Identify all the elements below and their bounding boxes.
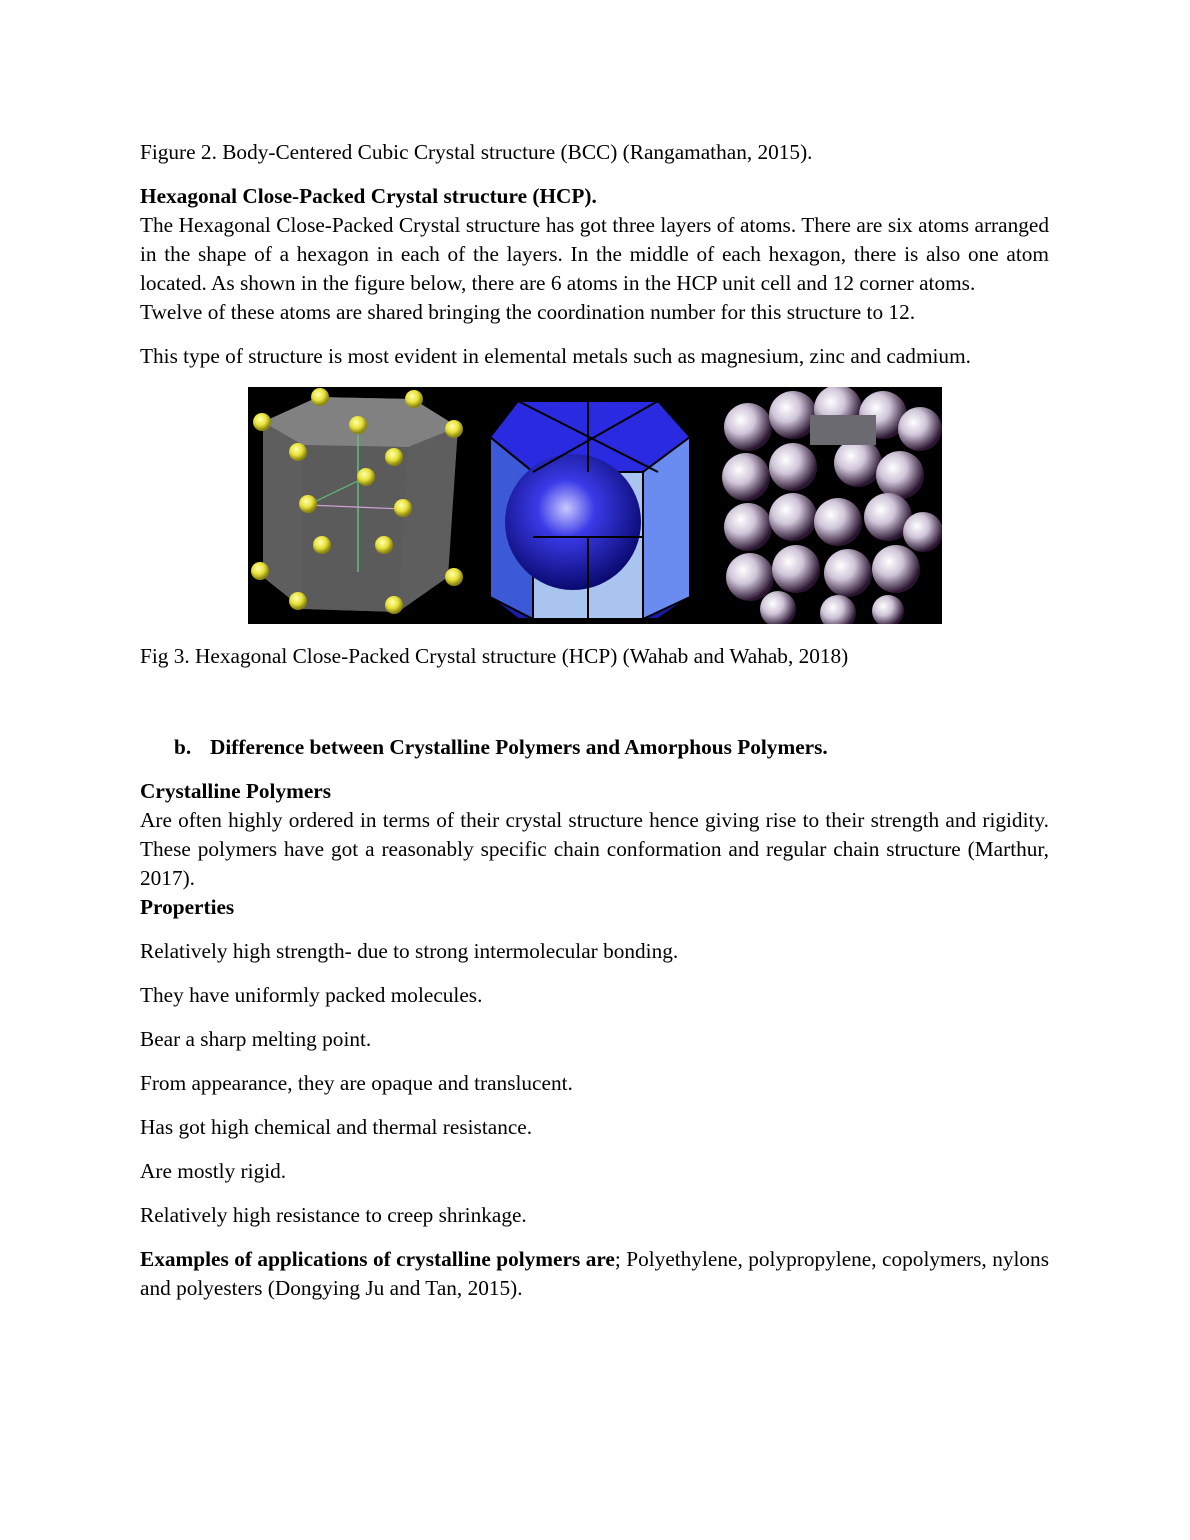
property-item: They have uniformly packed molecules.: [140, 983, 483, 1007]
property-item: Relatively high resistance to creep shrinkage.: [140, 1203, 527, 1227]
figure-3-caption: Fig 3. Hexagonal Close-Packed Crystal structure (HCP) (Wahab and Wahab, 2018): [140, 644, 849, 668]
hcp-figure-image: [248, 387, 942, 624]
examples-lead: Examples of applications of crystalline polymers are: [140, 1247, 615, 1271]
section-b-title: Difference between Crystalline Polymers and Amorphous Polymers.: [210, 735, 828, 759]
section-b-heading: [174, 733, 1049, 762]
hcp-illustration: [248, 387, 942, 624]
property-item: From appearance, they are opaque and translucent.: [140, 1071, 573, 1095]
hcp-paragraph-2: Twelve of these atoms are shared bringing the coordination number for this structure to 12.: [140, 300, 916, 324]
property-item: Bear a sharp melting point.: [140, 1027, 372, 1051]
hcp-paragraph-3: This type of structure is most evident in elemental metals such as magnesium, zinc and cadmium.: [140, 344, 971, 368]
hcp-sphere-packing-panel: [722, 387, 942, 624]
hcp-paragraph-1: The Hexagonal Close-Packed Crystal structure has got three layers of atoms. There are six atoms arranged in the shape of a hexagon in each of the layers. In the middle of each hexagon, there is also one atom located. As shown in the figure below, there are 6 atoms in the HCP unit cell and 12 corner atoms.: [140, 213, 1049, 295]
crystalline-paragraph: Are often highly ordered in terms of their crystal structure hence giving rise to their strength and rigidity. These polymers have got a reasonably specific chain conformation and regular chain structure (Marthur, 2017).: [140, 808, 1049, 890]
properties-heading: Properties: [140, 895, 235, 919]
crystalline-heading: Crystalline Polymers: [140, 779, 332, 803]
document-page: [140, 138, 1049, 1303]
property-item: Are mostly rigid.: [140, 1159, 287, 1183]
property-item: Relatively high strength- due to strong intermolecular bonding.: [140, 939, 679, 963]
examples-paragraph: [140, 1245, 1049, 1303]
property-item: Has got high chemical and thermal resistance.: [140, 1115, 533, 1139]
examples-text: ; Polyethylene, polypropylene, copolymers, nylons and polyesters (Dongying Ju and Tan, 2015).: [140, 1247, 1049, 1300]
hcp-wireframe-panel: [251, 388, 463, 614]
hcp-blue-prism-panel: [490, 401, 690, 619]
hcp-heading: Hexagonal Close-Packed Crystal structure (HCP).: [140, 184, 597, 208]
section-b-marker: b.: [174, 735, 192, 759]
figure-2-caption: Figure 2. Body-Centered Cubic Crystal structure (BCC) (Rangamathan, 2015).: [140, 140, 813, 164]
